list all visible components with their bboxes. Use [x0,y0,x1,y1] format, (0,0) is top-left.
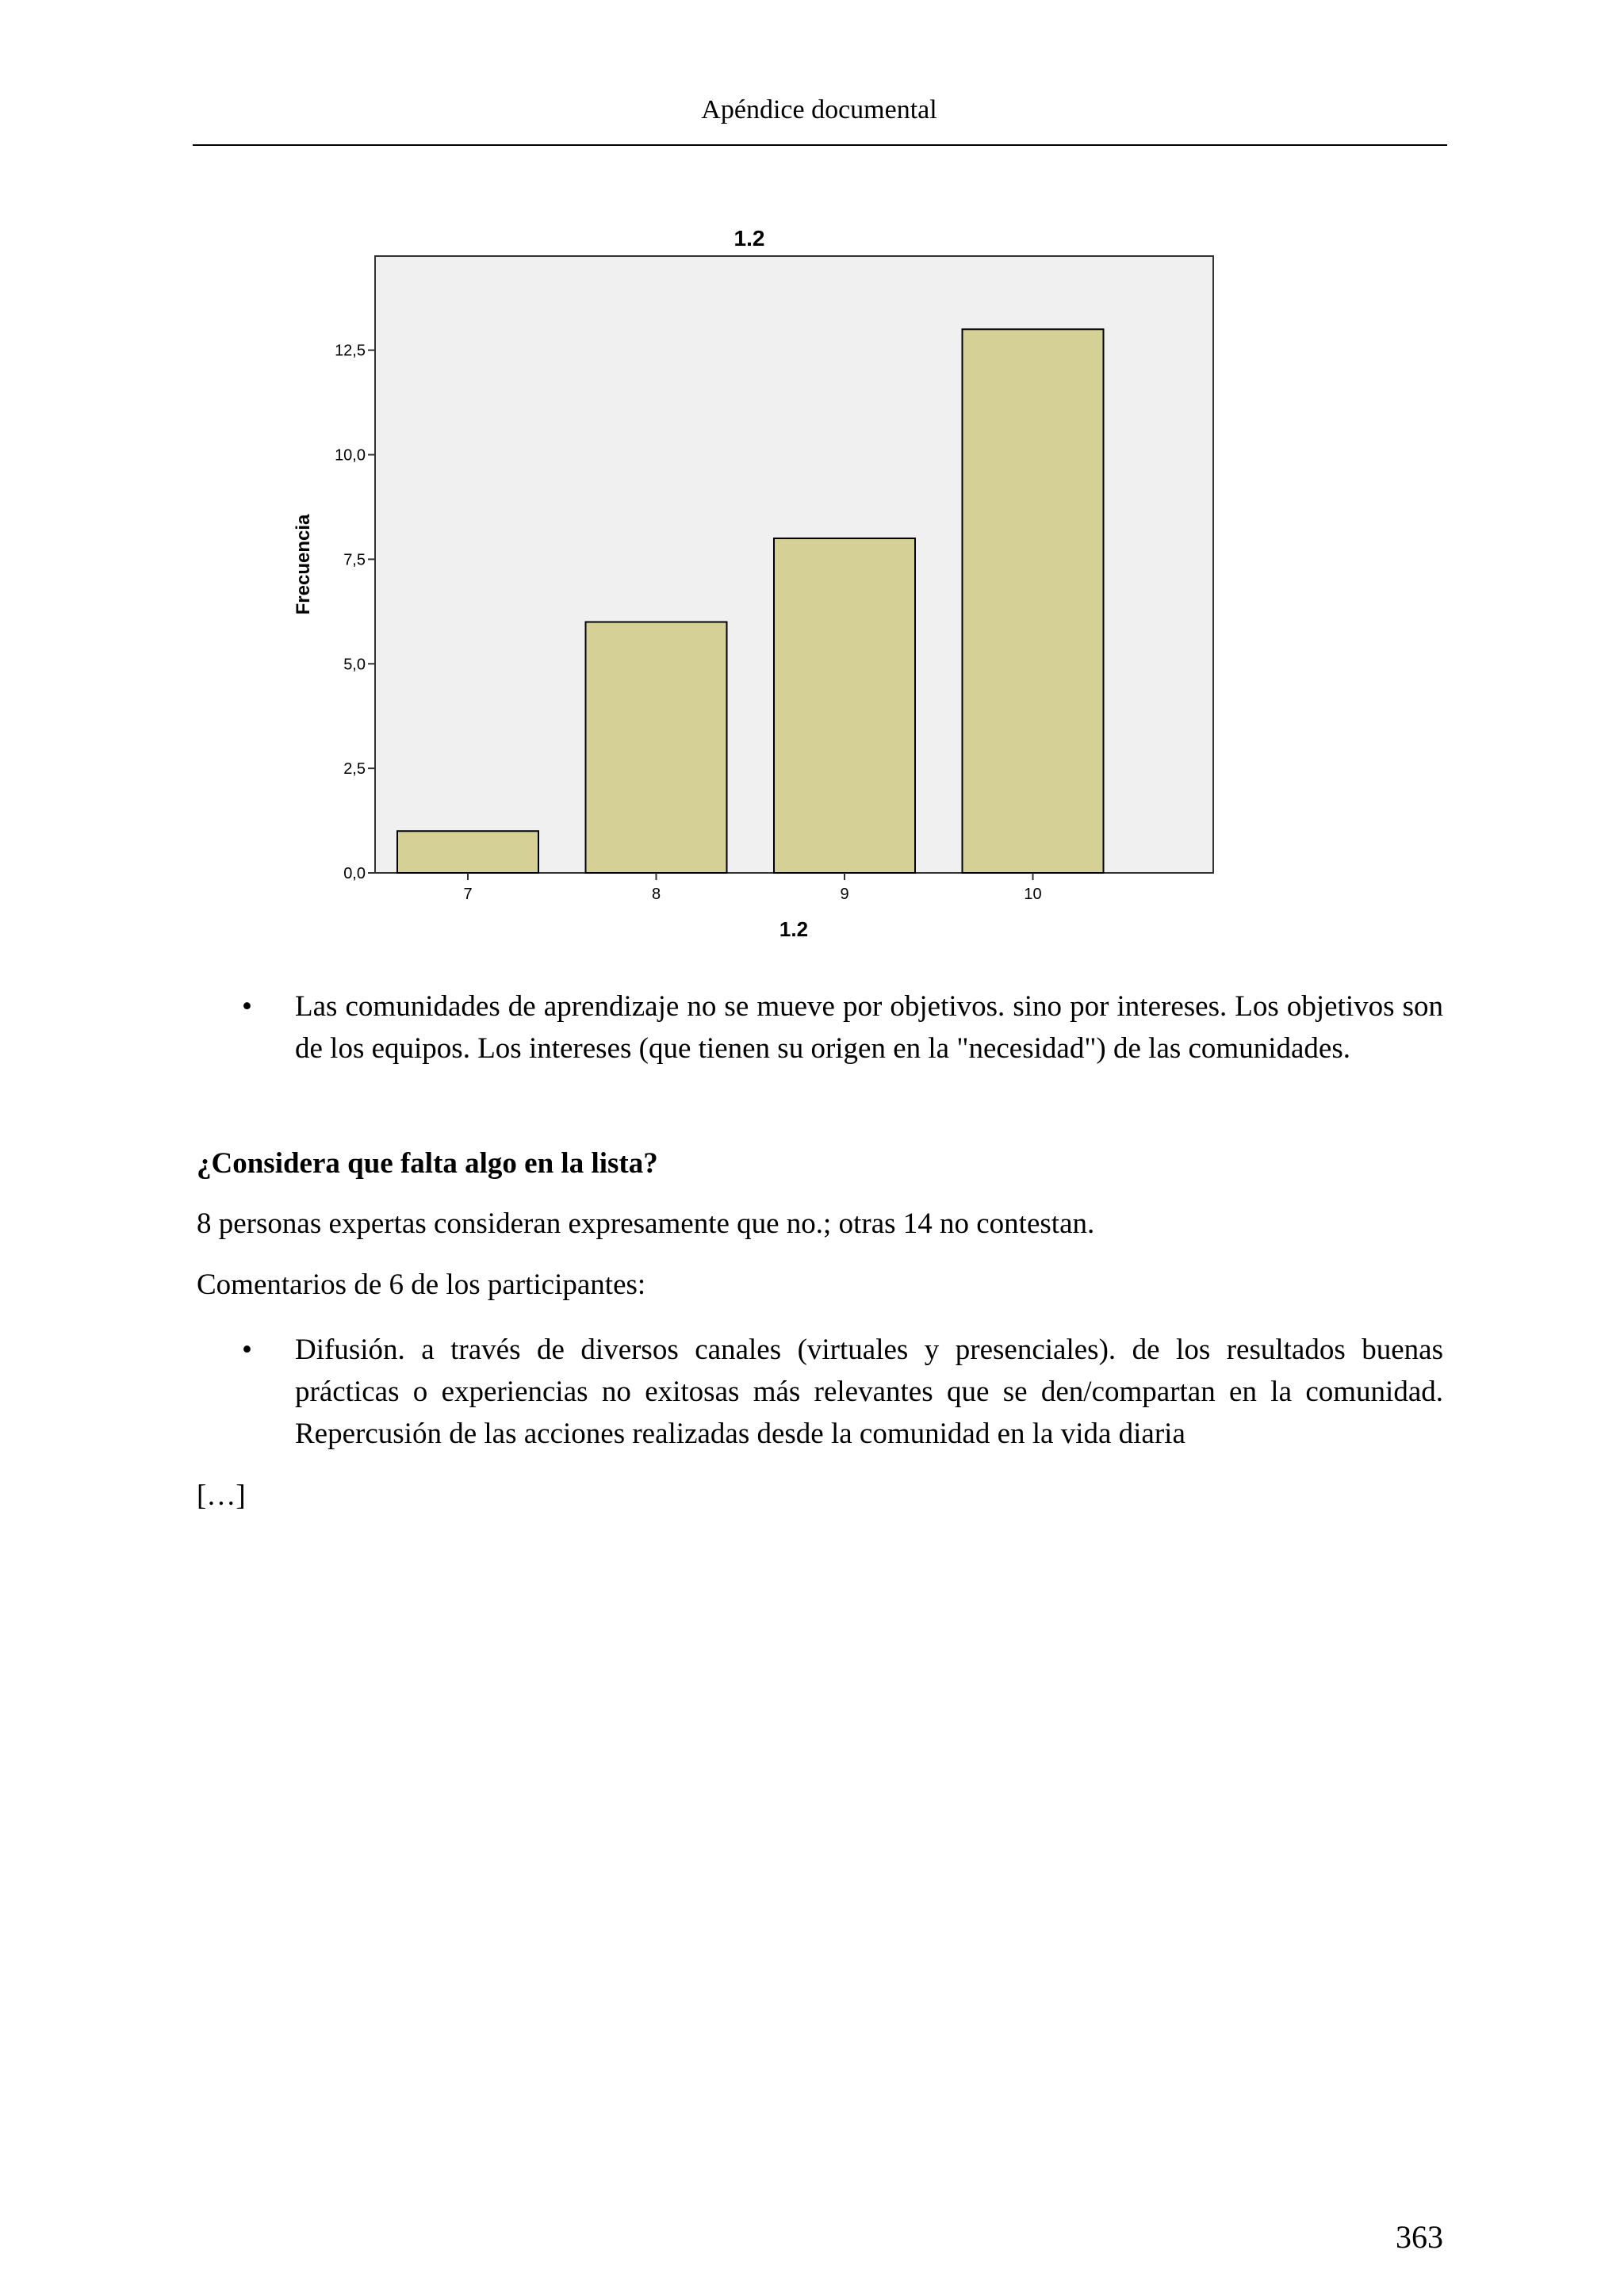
bullet-item-difusion: Difusión. a través de diversos canales (virtuales y presenciales). de los resultados buenas prácticas o experiencias no exitosas más relevantes que se den/compartan en la comunidad. Repercusión de las acciones realizadas desde la comunidad en la vida diaria [295,1334,1443,1450]
y-tick-label: 0,0 [343,865,366,882]
y-axis-label: Frecuencia [293,514,314,615]
frequency-bar-chart [285,214,1237,951]
question-heading: ¿Considera que falta algo en la lista? [197,1147,658,1180]
bar-10 [963,329,1104,873]
page-number: 363 [1396,2219,1443,2255]
chart-title: 1.2 [733,226,765,251]
x-tick-label: 9 [840,886,849,903]
y-axis [335,342,375,882]
bar-7 [397,831,538,873]
bar-9 [774,538,915,873]
paragraph-comments: Comentarios de 6 de los participantes: [197,1269,646,1301]
bar-8 [586,622,727,873]
bullet-item-comunidades: Las comunidades de aprendizaje no se mueve por objetivos. sino por intereses. Los objetivos son de los equipos. Los intereses (que tienen su origen en la "necesidad") de las comunidades. [295,990,1443,1065]
ellipsis: […] [197,1479,246,1512]
y-tick-label: 2,5 [343,760,366,779]
y-tick-label: 5,0 [343,656,366,674]
x-tick-label: 7 [463,886,473,903]
y-tick-label: 12,5 [335,342,366,360]
paragraph-experts: 8 personas expertas consideran expresamente que no.; otras 14 no contestan. [197,1207,1095,1240]
bullet-marker: • [242,990,252,1023]
bullet-marker: • [242,1334,252,1366]
x-axis [463,873,1041,903]
x-tick-label: 10 [1024,886,1042,903]
header-rule [193,144,1447,146]
x-axis-label: 1.2 [779,917,809,941]
running-header: Apéndice documental [701,95,937,124]
x-tick-label: 8 [651,886,661,903]
y-tick-label: 10,0 [335,446,366,465]
y-tick-label: 7,5 [343,551,366,569]
